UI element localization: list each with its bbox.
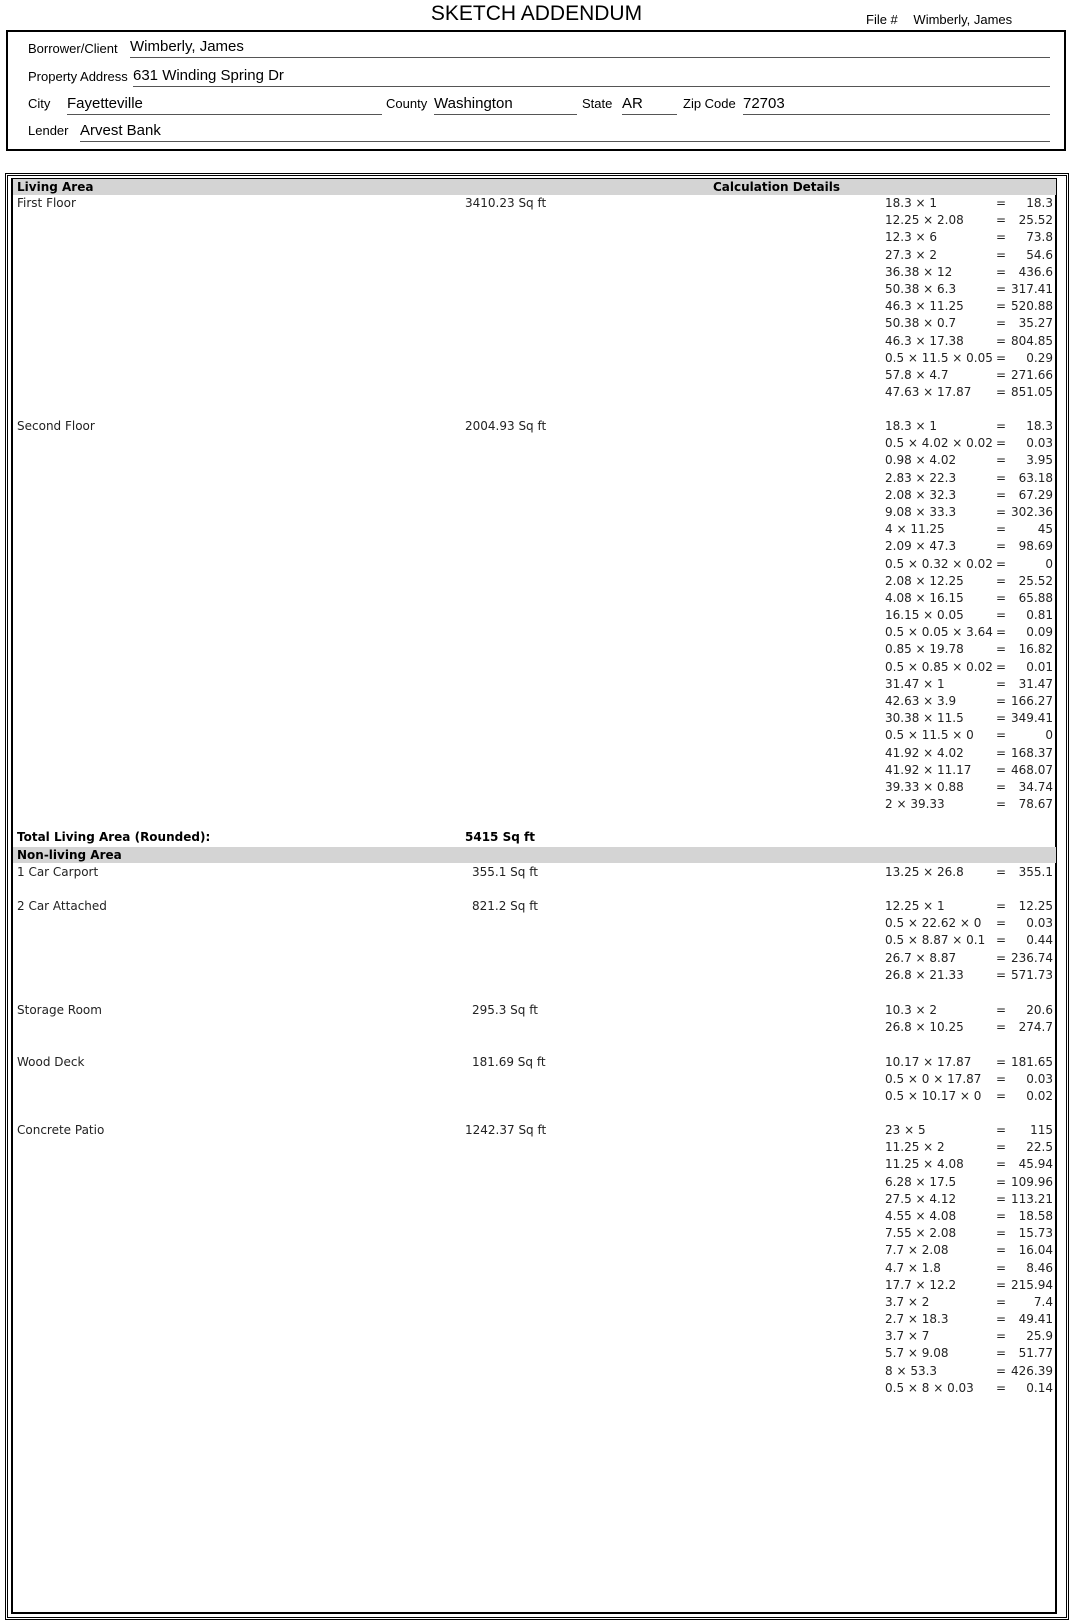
state-label: State [582,96,613,111]
equals-sign: = [996,1346,1007,1361]
calc-expression: 46.3 × 17.38 [885,333,964,348]
calc-row [885,1071,1053,1088]
calc-result: 166.27 [1011,694,1053,708]
calc-expression: 0.85 × 19.78 [885,642,964,657]
section-name-carport: 1 Car Carport [17,865,99,879]
section-area-concrete-patio: 1242.37 Sq ft [465,1123,547,1137]
equals-sign: = [996,196,1007,210]
calc-row [885,384,1053,401]
calc-expression: 4.55 × 4.08 [885,1208,957,1223]
equals-sign: = [996,419,1007,433]
calc-result: 115 [1030,1123,1053,1137]
equals-sign: = [996,1140,1007,1155]
equals-sign: = [996,213,1007,228]
calc-result: 18.3 [1026,196,1053,210]
calc-result: 349.41 [1011,711,1053,726]
calc-row [885,796,1053,813]
calc-row [885,864,1053,881]
calc-row [885,470,1053,487]
section-area-storage-room: 295.3 Sq ft [472,1003,538,1017]
calc-expression: 9.08 × 33.3 [885,504,957,519]
calc-result: 468.07 [1011,762,1053,777]
calc-row [885,1002,1053,1019]
calc-row [885,1363,1053,1380]
calc-expression: 5.7 × 9.08 [885,1346,949,1361]
borrower-label: Borrower/Client [28,41,118,56]
calc-expression: 7.7 × 2.08 [885,1243,949,1258]
calc-expression: 26.7 × 8.87 [885,950,957,965]
calc-result: 25.9 [1026,1329,1053,1344]
calc-expression: 2.83 × 22.3 [885,470,957,485]
calc-result: 54.6 [1026,247,1053,262]
calc-result: 113.21 [1011,1191,1053,1206]
calc-row [885,264,1053,281]
living-area-bar [13,179,1056,195]
equals-sign: = [996,1277,1007,1292]
calc-expression: 17.7 × 12.2 [885,1277,957,1292]
calc-list-carport [885,864,1053,881]
calc-row [885,333,1053,350]
calc-result: 0.81 [1026,608,1053,623]
equals-sign: = [996,642,1007,657]
calc-result: 436.6 [1018,264,1053,279]
calc-row [885,590,1053,607]
calc-expression: 50.38 × 0.7 [885,316,957,331]
calc-list-storage-room [885,1002,1053,1036]
calc-result: 851.05 [1011,385,1053,400]
equals-sign: = [996,967,1007,982]
calc-result: 20.6 [1026,1003,1053,1017]
calc-expression: 26.8 × 21.33 [885,967,964,982]
calc-row [885,693,1053,710]
calc-row [885,298,1053,315]
calc-expression: 6.28 × 17.5 [885,1174,957,1189]
calc-result: 45.94 [1018,1157,1053,1172]
calc-row [885,1156,1053,1173]
county-value: Washington [434,94,577,115]
section-name-wood-deck: Wood Deck [17,1055,85,1069]
calc-expression: 7.55 × 2.08 [885,1226,957,1241]
calc-expression: 4.7 × 1.8 [885,1260,941,1275]
zip-label: Zip Code [683,96,736,111]
city-value: Fayetteville [67,94,382,115]
calc-result: 0.01 [1026,659,1053,674]
calc-row [885,212,1053,229]
calc-row [885,452,1053,469]
calc-result: 12.25 [1018,899,1053,913]
calc-result: 16.82 [1018,642,1053,657]
calc-expression: 31.47 × 1 [885,676,945,691]
equals-sign: = [996,1312,1007,1327]
calc-row [885,1328,1053,1345]
calc-result: 236.74 [1011,950,1053,965]
calc-result: 0 [1045,728,1053,743]
calc-row [885,762,1053,779]
lender-value: Arvest Bank [80,121,1050,142]
equals-sign: = [996,1260,1007,1275]
calc-result: 78.67 [1018,797,1053,812]
calc-row [885,1139,1053,1156]
equals-sign: = [996,745,1007,760]
calc-expression: 18.3 × 1 [885,196,938,210]
calc-result: 51.77 [1018,1346,1053,1361]
calc-list-wood-deck [885,1054,1053,1106]
equals-sign: = [996,1174,1007,1189]
calc-result: 18.3 [1026,419,1053,433]
equals-sign: = [996,556,1007,571]
equals-sign: = [996,264,1007,279]
calc-row [885,281,1053,298]
equals-sign: = [996,779,1007,794]
calc-expression: 2 × 39.33 [885,797,945,812]
calc-row [885,1345,1053,1362]
calc-result: 34.74 [1018,779,1053,794]
equals-sign: = [996,1020,1007,1035]
calc-row [885,521,1053,538]
address-value: 631 Winding Spring Dr [133,66,1050,87]
calc-result: 67.29 [1018,487,1053,502]
equals-sign: = [996,1294,1007,1309]
equals-sign: = [996,1003,1007,1017]
calc-row [885,418,1053,435]
calc-row [885,487,1053,504]
equals-sign: = [996,676,1007,691]
calc-list-garage [885,898,1053,984]
equals-sign: = [996,1089,1007,1104]
calc-result: 15.73 [1018,1226,1053,1241]
calc-row [885,915,1053,932]
calc-result: 0 [1045,556,1053,571]
equals-sign: = [996,367,1007,382]
equals-sign: = [996,1055,1007,1069]
equals-sign: = [996,1157,1007,1172]
file-value: Wimberly, James [913,12,1013,27]
equals-sign: = [996,1363,1007,1378]
equals-sign: = [996,950,1007,965]
equals-sign: = [996,1072,1007,1087]
equals-sign: = [996,1191,1007,1206]
section-area-wood-deck: 181.69 Sq ft [472,1055,546,1069]
calc-expression: 0.5 × 11.5 × 0 [885,728,974,743]
equals-sign: = [996,728,1007,743]
calc-result: 317.41 [1011,281,1053,296]
calc-result: 0.03 [1026,916,1053,931]
calc-row [885,504,1053,521]
calc-result: 0.14 [1026,1380,1053,1395]
calc-result: 7.4 [1033,1294,1053,1309]
calc-result: 181.65 [1011,1055,1053,1069]
calc-result: 0.03 [1026,436,1053,451]
calc-row [885,1294,1053,1311]
calc-row [885,779,1053,796]
calc-expression: 10.3 × 2 [885,1003,938,1017]
calc-expression: 26.8 × 10.25 [885,1020,964,1035]
equals-sign: = [996,1380,1007,1395]
city-label: City [28,96,51,111]
calc-row [885,1191,1053,1208]
equals-sign: = [996,865,1007,879]
calc-row [885,1311,1053,1328]
state-value: AR [622,94,677,115]
calc-expression: 41.92 × 4.02 [885,745,964,760]
calc-expression: 0.5 × 10.17 × 0 [885,1089,982,1104]
calc-result: 271.66 [1011,367,1053,382]
equals-sign: = [996,453,1007,468]
calc-list-concrete-patio [885,1122,1053,1397]
calc-row [885,367,1053,384]
file-label: File # [866,12,898,27]
calc-expression: 12.3 × 6 [885,230,938,245]
section-area-garage: 821.2 Sq ft [472,899,538,913]
calc-result: 0.09 [1026,625,1053,640]
equals-sign: = [996,299,1007,314]
calc-expression: 0.5 × 11.5 × 0.05 [885,350,993,365]
calc-row [885,435,1053,452]
section-name-storage-room: Storage Room [17,1003,102,1017]
lender-label: Lender [28,123,69,138]
calc-result: 73.8 [1026,230,1053,245]
borrower-value: Wimberly, James [130,37,1050,58]
calc-row [885,1208,1053,1225]
calc-row [885,538,1053,555]
calc-expression: 50.38 × 6.3 [885,281,957,296]
equals-sign: = [996,504,1007,519]
calc-expression: 0.5 × 0.05 × 3.64 [885,625,993,640]
calc-expression: 13.25 × 26.8 [885,865,964,879]
calc-row [885,195,1053,212]
equals-sign: = [996,1226,1007,1241]
equals-sign: = [996,1208,1007,1223]
calc-row [885,1174,1053,1191]
calc-result: 520.88 [1011,299,1053,314]
calc-result: 98.69 [1018,539,1053,554]
equals-sign: = [996,470,1007,485]
calc-expression: 2.7 × 18.3 [885,1312,949,1327]
section-name-second-floor: Second Floor [17,419,95,433]
calc-expression: 3.7 × 2 [885,1294,930,1309]
calc-expression: 41.92 × 11.17 [885,762,972,777]
calc-expression: 0.5 × 0 × 17.87 [885,1072,982,1087]
calc-result: 0.02 [1026,1089,1053,1104]
calc-expression: 47.63 × 17.87 [885,385,972,400]
equals-sign: = [996,350,1007,365]
calc-row [885,229,1053,246]
section-name-first-floor: First Floor [17,196,76,210]
zip-value: 72703 [743,94,1050,115]
calc-row [885,1242,1053,1259]
calc-expression: 10.17 × 17.87 [885,1055,972,1069]
calc-expression: 12.25 × 2.08 [885,213,964,228]
calc-result: 49.41 [1018,1312,1053,1327]
calc-expression: 27.3 × 2 [885,247,938,262]
calc-row [885,573,1053,590]
calc-row [885,745,1053,762]
county-label: County [386,96,428,111]
page-title: SKETCH ADDENDUM [430,2,643,25]
calc-result: 3.95 [1026,453,1053,468]
calc-row [885,727,1053,744]
equals-sign: = [996,487,1007,502]
calc-expression: 23 × 5 [885,1123,926,1137]
calc-result: 25.52 [1018,213,1053,228]
calc-row [885,950,1053,967]
calc-result: 8.46 [1026,1260,1053,1275]
equals-sign: = [996,539,1007,554]
calc-row [885,1019,1053,1036]
calc-row [885,315,1053,332]
calculation-details-heading: Calculation Details [713,180,841,194]
calc-result: 25.52 [1018,573,1053,588]
section-area-first-floor: 3410.23 Sq ft [465,196,547,210]
calc-expression: 16.15 × 0.05 [885,608,964,623]
equals-sign: = [996,1123,1007,1137]
calc-row [885,659,1053,676]
calc-row [885,1277,1053,1294]
calc-list-first-floor [885,195,1053,401]
calc-expression: 0.5 × 8.87 × 0.1 [885,933,986,948]
calc-expression: 2.08 × 32.3 [885,487,957,502]
non-living-area-heading: Non-living Area [17,848,122,862]
calc-expression: 30.38 × 11.5 [885,711,964,726]
calc-expression: 0.5 × 8 × 0.03 [885,1380,974,1395]
equals-sign: = [996,333,1007,348]
calc-expression: 36.38 × 12 [885,264,953,279]
equals-sign: = [996,916,1007,931]
calc-list-second-floor [885,418,1053,813]
equals-sign: = [996,436,1007,451]
calc-result: 31.47 [1018,676,1053,691]
equals-sign: = [996,281,1007,296]
equals-sign: = [996,590,1007,605]
calc-row [885,1088,1053,1105]
non-living-area-bar [13,847,1056,863]
equals-sign: = [996,1243,1007,1258]
section-area-carport: 355.1 Sq ft [472,865,538,879]
equals-sign: = [996,385,1007,400]
calc-result: 355.1 [1018,865,1053,879]
calc-expression: 4.08 × 16.15 [885,590,964,605]
equals-sign: = [996,316,1007,331]
equals-sign: = [996,230,1007,245]
equals-sign: = [996,625,1007,640]
total-living-label: Total Living Area (Rounded): [17,830,211,844]
equals-sign: = [996,762,1007,777]
calc-row [885,247,1053,264]
calc-row [885,898,1053,915]
calc-row [885,624,1053,641]
equals-sign: = [996,899,1007,913]
calc-expression: 2.08 × 12.25 [885,573,964,588]
calc-result: 302.36 [1011,504,1053,519]
file-number [866,12,1012,27]
calc-expression: 57.8 × 4.7 [885,367,949,382]
calc-row [885,607,1053,624]
calc-result: 168.37 [1011,745,1053,760]
calc-result: 426.39 [1011,1363,1053,1378]
calc-expression: 3.7 × 7 [885,1329,930,1344]
calc-expression: 0.5 × 0.85 × 0.02 [885,659,993,674]
living-area-heading: Living Area [17,180,94,194]
equals-sign: = [996,797,1007,812]
calc-row [885,556,1053,573]
calc-result: 22.5 [1026,1140,1053,1155]
calc-row [885,1260,1053,1277]
calc-row [885,1380,1053,1397]
calc-result: 571.73 [1011,967,1053,982]
calc-expression: 46.3 × 11.25 [885,299,964,314]
calc-expression: 42.63 × 3.9 [885,694,957,708]
calc-expression: 8 × 53.3 [885,1363,938,1378]
equals-sign: = [996,608,1007,623]
calc-row [885,350,1053,367]
equals-sign: = [996,711,1007,726]
equals-sign: = [996,694,1007,708]
calc-result: 804.85 [1011,333,1053,348]
calc-expression: 27.5 × 4.12 [885,1191,957,1206]
section-name-concrete-patio: Concrete Patio [17,1123,105,1137]
total-living-value: 5415 Sq ft [465,830,535,844]
section-area-second-floor: 2004.93 Sq ft [465,419,547,433]
calc-result: 0.03 [1026,1072,1053,1087]
calc-result: 274.7 [1018,1020,1053,1035]
address-label: Property Address [28,69,128,84]
calc-row [885,676,1053,693]
calc-result: 18.58 [1018,1208,1053,1223]
calc-expression: 0.98 × 4.02 [885,453,957,468]
calc-expression: 0.5 × 4.02 × 0.02 [885,436,993,451]
equals-sign: = [996,573,1007,588]
calc-expression: 4 × 11.25 [885,522,945,537]
equals-sign: = [996,522,1007,537]
calc-row [885,710,1053,727]
calc-expression: 11.25 × 4.08 [885,1157,964,1172]
calc-result: 0.44 [1026,933,1053,948]
calc-result: 16.04 [1018,1243,1053,1258]
calc-expression: 2.09 × 47.3 [885,539,957,554]
calc-row [885,932,1053,949]
calc-expression: 39.33 × 0.88 [885,779,964,794]
calc-expression: 0.5 × 22.62 × 0 [885,916,982,931]
calc-expression: 12.25 × 1 [885,899,945,913]
calc-result: 215.94 [1011,1277,1053,1292]
calc-result: 45 [1037,522,1053,537]
equals-sign: = [996,659,1007,674]
calc-expression: 0.5 × 0.32 × 0.02 [885,556,993,571]
calc-result: 65.88 [1018,590,1053,605]
calc-row [885,641,1053,658]
calc-row [885,1225,1053,1242]
equals-sign: = [996,1329,1007,1344]
calc-row [885,1122,1053,1139]
calc-expression: 11.25 × 2 [885,1140,945,1155]
calc-row [885,967,1053,984]
calc-result: 109.96 [1011,1174,1053,1189]
calc-result: 63.18 [1018,470,1053,485]
equals-sign: = [996,247,1007,262]
calc-expression: 18.3 × 1 [885,419,938,433]
calc-result: 35.27 [1018,316,1053,331]
calc-result: 0.29 [1026,350,1053,365]
calc-row [885,1054,1053,1071]
section-name-garage: 2 Car Attached [17,899,107,913]
equals-sign: = [996,933,1007,948]
